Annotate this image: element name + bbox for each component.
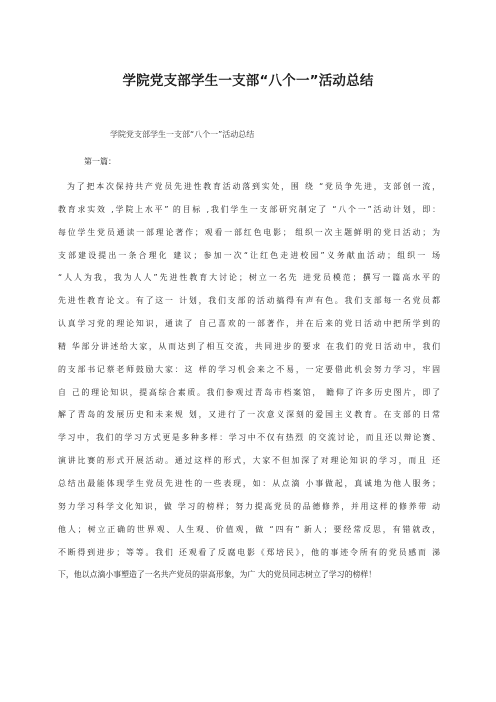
body-line: 精 华部分讲述给大家，从而达到了相互交流，共同进步的要求 在我们的党日活动中，我们: [58, 341, 440, 351]
body-line: 解了青岛的发展历史和未来规 划，又进行了一次意义深刻的爱国主义教育。在支部的日常: [58, 410, 440, 420]
document-subtitle: 学院党支部学生一支部“八个一”活动总结: [110, 130, 255, 139]
body-line: 努力学习科学文化知识，做 学习的榜样；努力提高党员的品德修养，并用这样的修养带 动: [58, 501, 440, 511]
body-line: “人人为我，我为人人”先进性教育大讨论；树立一名先 进党员模范；撰写一篇高水平的: [58, 273, 440, 283]
body-line: 认真学习党的理论知识，通读了 自己喜欢的一部著作，并在后来的党日活动中把所学到的: [58, 319, 440, 329]
body-line: 演讲比赛的形式开展活动。通过这样的形式，大家不但加深了对理论知识的学习，而且 还: [58, 456, 440, 466]
section-heading: 第一篇：: [84, 157, 116, 166]
body-line: 下，他以点滴小事塑造了一名共产党员的崇高形象，为广 大的党员同志树立了学习的榜样！: [58, 570, 377, 580]
body-line: 每位学生党员通读一部理论著作；观看一部红色电影； 组织一次主题鲜明的党日活动；为: [58, 227, 440, 237]
body-line: 不断得到进步；等等。我们 还观看了反腐电影《郑培民》，他的事迹令所有的党员感而 涕: [58, 547, 440, 557]
body-line: 总结出最能体现学生党员先进性的一些表现，如：从点滴 小事做起，真诚地为他人服务；: [58, 478, 440, 488]
body-line: 教育求实效 ,学院上水平” 的目标 ,我们学生一支部研究制定了 “八个一”活动计划，即：: [58, 204, 440, 214]
body-line: 他人；树立正确的世界观、人生观、价值观，做 “四有” 新人；要经常反思，有错就改，: [58, 524, 440, 534]
body-text: [58, 180, 440, 591]
body-line: 为了把本次保持共产党员先进性教育活动落到实处，围 绕 “党员争先进，支部创一流，: [67, 182, 440, 191]
body-line: 的支部书记蔡老师鼓励大家：这 样的学习机会来之不易，一定要借此机会努力学习，牢固: [58, 364, 440, 374]
body-line: 自 己的理论知识，提高综合素质。我们参观过青岛市档案馆， 瞻仰了许多历史图片，即了: [58, 387, 440, 397]
body-line: 先进性教育论文。有了这一 计划，我们支部的活动搞得有声有色。我们支部每一名党员都: [58, 296, 440, 306]
body-line: 支部建设提出一条合理化 建议；参加一次“让红色走进校园”义务献血活动；组织一 场: [58, 250, 440, 260]
body-line: 学习中，我们的学习方式更是多种多样：学习中不仅有热烈 的交流讨论，而且还以辩论赛、: [58, 433, 440, 443]
document-title: 学院党支部学生一支部“八个一”活动总结: [122, 73, 374, 89]
